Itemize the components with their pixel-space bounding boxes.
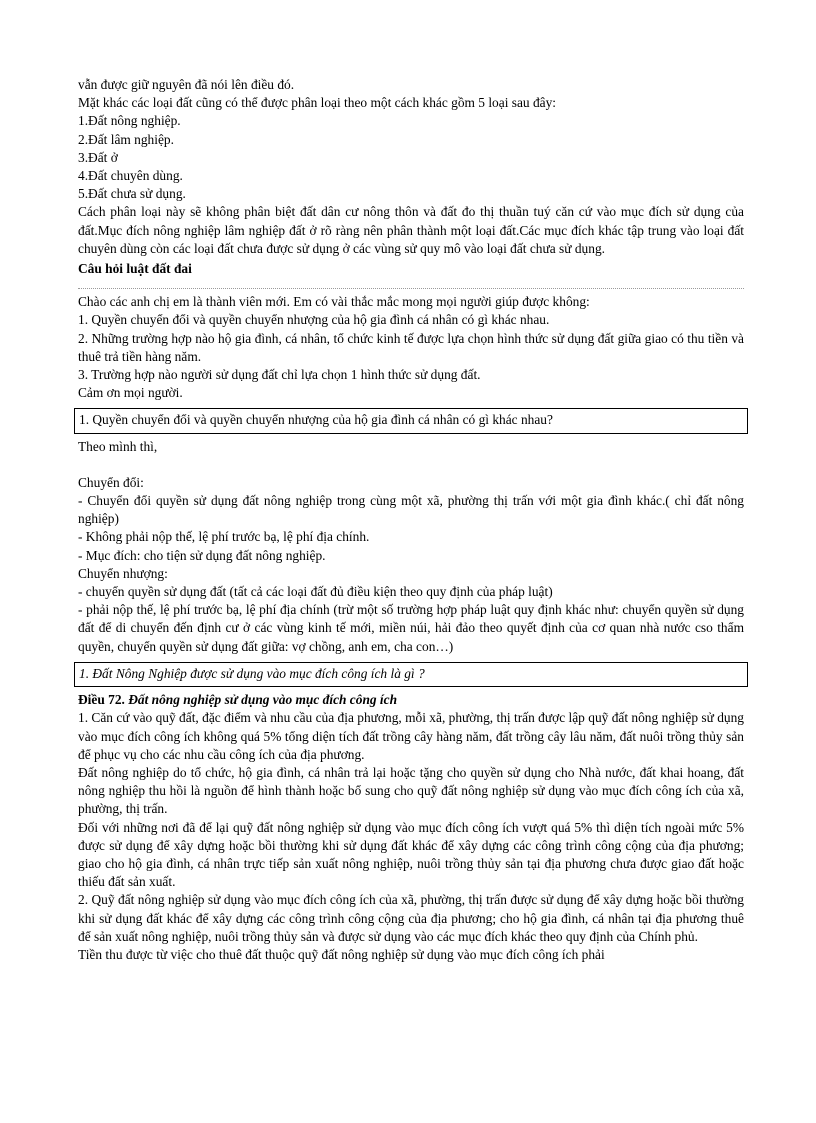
quote-text: 1. Quyền chuyển đổi và quyền chuyển nhượng của hộ gia đình cá nhân có gì khác nhau? [79,412,553,428]
intro-line: vẫn được giữ nguyên đã nói lên điều đó. [78,77,295,92]
quote-box [74,662,748,687]
question-thanks: Cảm ơn mọi người. [78,385,183,401]
article-paragraph: Tiền thu được từ việc cho thuê đất thuộc quỹ đất nông nghiệp sử dụng vào mục đích công ích phải [78,946,605,962]
land-type-item: 2.Đất lâm nghiệp. [78,131,174,147]
quote-text: 1. Đất Nông Nghiệp được sử dụng vào mục đích công ích là gì ? [79,665,425,681]
question-item: 2. Những trường hợp nào hộ gia đình, cá nhân, tổ chức kinh tế được lựa chọn hình thức sử dụng đất giữa giao có thu tiền và thuê trả tiền hàng năm. [78,330,744,364]
intro-line: Mặt khác các loại đất cũng có thể được phân loại theo một cách khác gồm 5 loại sau đây: [78,95,557,111]
land-type-item: 1.Đất nông nghiệp. [78,113,181,129]
question-greeting: Chào các anh chị em là thành viên mới. Em có vài thắc mắc mong mọi người giúp được không: [78,294,590,310]
article-paragraph: Đối với những nơi đã để lại quỹ đất nông nghiệp sử dụng vào mục đích công ích vượt quá 5% thì diện tích ngoài mức 5% được sử dụng để xây dựng hoặc bồi thường khi sử dụng đất khác để xây dựng các công trình công cộng của địa phương; giao cho hộ gia đình, cá nhân trực tiếp sản xuất nông nghiệp, nuôi trồng thủy sản tại địa phương chưa được giao đất hoặc thiếu đất sản xuất. [78,819,744,890]
conversion-item: - Chuyển đổi quyền sử dụng đất nông nghiệp trong cùng một xã, phường thị trấn với một gia đình khác.( chỉ đất nông nghiệp) [78,493,744,527]
transfer-heading: Chuyển nhượng: [78,565,168,581]
divider [78,288,744,289]
question-item: 3. Trường hợp nào người sử dụng đất chỉ lựa chọn 1 hình thức sử dụng đất. [78,367,481,383]
question-item: 1. Quyền chuyển đổi và quyền chuyển nhượng của hộ gia đình cá nhân có gì khác nhau. [78,312,550,328]
answer-opening: Theo mình thì, [78,438,158,454]
document-page [78,76,744,964]
intro-paragraph: Cách phân loại này sẽ không phân biệt đất dân cư nông thôn và đất đo thị thuần tuý căn cứ vào mục đích sử dụng của đất.Mục đích nông nghiệp lâm nghiệp đất ở rõ ràng nên phân thành một loại đất.Các mục đích khác tập trung vào loại đất chuyên dùng còn các loại đất chưa được sử dụng ở các vùng sử quy mô vào loại đất chưa sử dụng. [78,204,744,256]
article-paragraph: Đất nông nghiệp do tổ chức, hộ gia đình, cá nhân trả lại hoặc tặng cho quyền sử dụng cho Nhà nước, đất khai hoang, đất nông nghiệp thu hồi là nguồn để hình thành hoặc bổ sung cho quỹ đất nông nghiệp sử dụng vào mục đích công ích của xã, phường, thị trấn. [78,764,744,817]
article-paragraph: 1. Căn cứ vào quỹ đất, đặc điểm và nhu cầu của địa phương, mỗi xã, phường, thị trấn được lập quỹ đất nông nghiệp sử dụng vào mục đích công ích không quá 5% tổng diện tích đất trồng cây hàng năm, đất trồng cây lâu năm, đất nuôi trồng thủy sản để phục vụ cho các nhu cầu công ích của địa phương. [78,710,744,762]
conversion-heading: Chuyển đổi: [78,474,144,490]
quote-box [74,408,748,433]
blank-line [78,456,744,474]
article-title: Đất nông nghiệp sử dụng vào mục đích công ích [128,692,398,708]
transfer-item: - phải nộp thế, lệ phí trước bạ, lệ phí địa chính (trừ một số trường hợp pháp luật quy định khác như: chuyển quyền sử dụng đất để di chuyển đến định cư ở các vùng kinh tế mới, miền núi, hải đảo theo quyết định của cơ quan nhà nước cso thẩm quyền, chuyển quyền sử dụng đất giữa: vợ chồng, anh em, cha con…) [78,602,744,654]
article-label: Điều 72. [78,692,125,708]
land-type-item: 3.Đất ở [78,149,118,165]
article-heading [78,691,744,709]
article-paragraph: 2. Quỹ đất nông nghiệp sử dụng vào mục đích công ích của xã, phường, thị trấn được sử dụng để xây dựng hoặc bồi thường khi sử dụng đất khác để xây dựng các công trình công cộng của địa phương; cho hộ gia đình, cá nhân tại địa phương thuê để sản xuất nông nghiệp, nuôi trồng thủy sản và được sử dụng vào các mục đích khác theo quy định của Chính phủ. [78,892,744,944]
section-title: Câu hỏi luật đất đai [78,261,192,277]
conversion-item: - Mục đích: cho tiện sử dụng đất nông nghiệp. [78,547,326,563]
transfer-item: - chuyển quyền sử dụng đất (tất cả các loại đất đủ điều kiện theo quy định của pháp luật) [78,584,553,600]
land-type-item: 5.Đất chưa sử dụng. [78,186,186,202]
land-type-item: 4.Đất chuyên dùng. [78,168,183,184]
conversion-item: - Không phải nộp thế, lệ phí trước bạ, lệ phí địa chính. [78,529,370,545]
